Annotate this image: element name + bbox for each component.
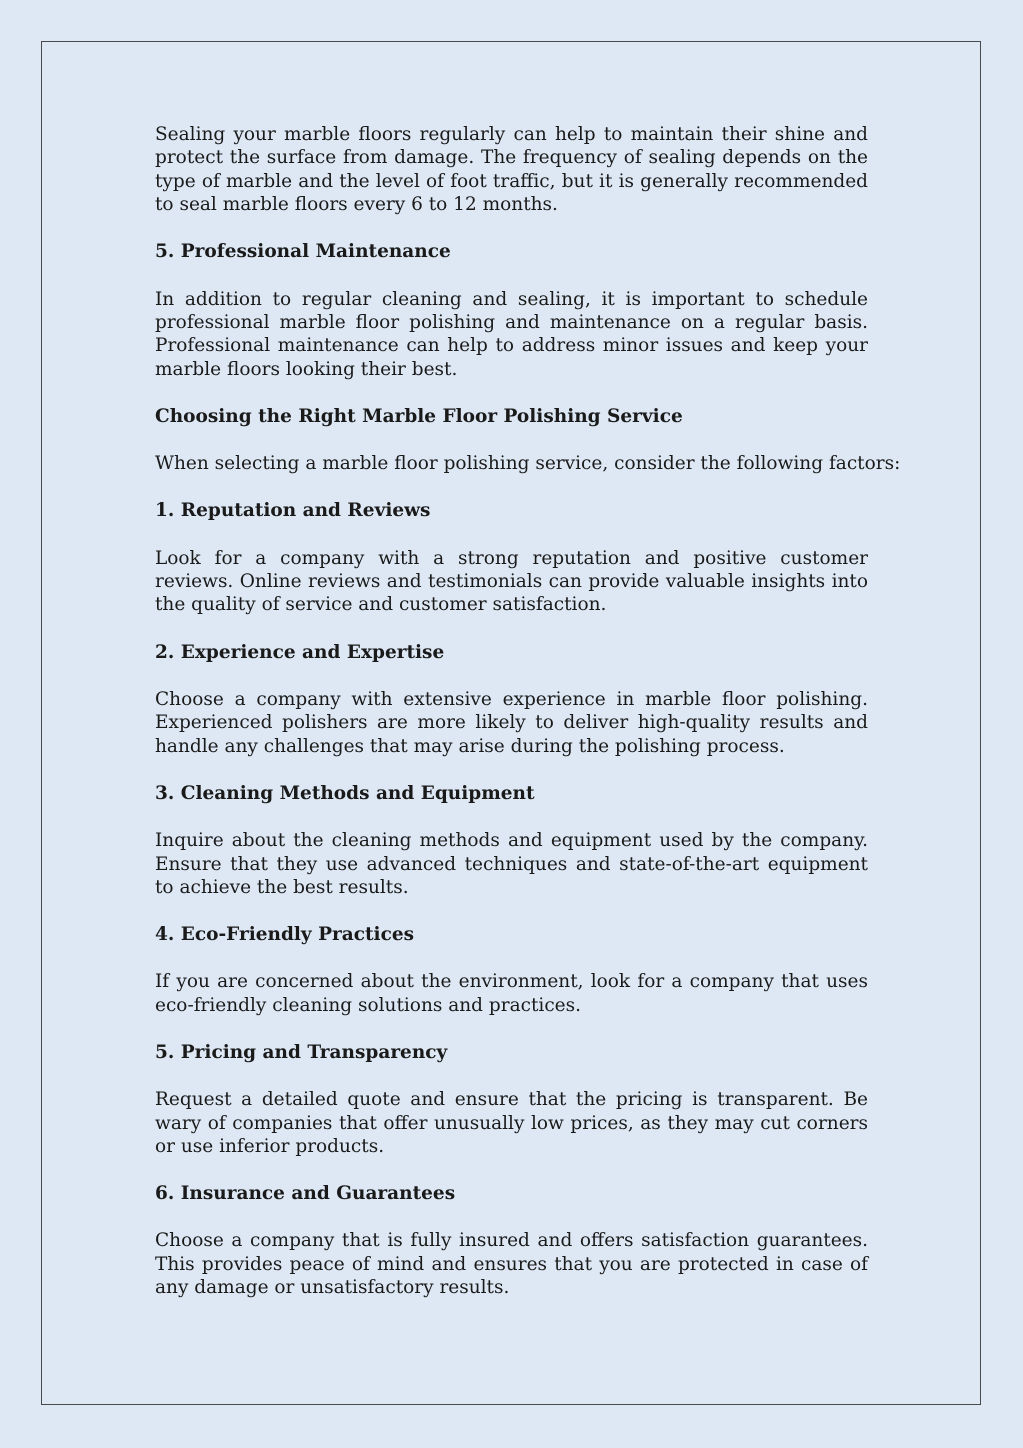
heading-professional-maintenance: 5. Professional Maintenance bbox=[155, 241, 451, 263]
heading-pricing-transparency: 5. Pricing and Transparency bbox=[155, 1041, 448, 1063]
paragraph-eco-friendly: If you are concerned about the environment, look for a company that uses eco-friendly cleaning solutions and practices. bbox=[155, 971, 868, 1016]
document-body bbox=[155, 123, 901, 1300]
heading-choosing-service: Choosing the Right Marble Floor Polishing Service bbox=[155, 406, 683, 428]
paragraph-professional-maintenance: In addition to regular cleaning and sealing, it is important to schedule professional marble floor polishing and maintenance on a regular basis. Professional maintenance can help to address minor issues and keep your marble floors looking their best. bbox=[155, 288, 868, 380]
paragraph-experience-expertise: Choose a company with extensive experience in marble floor polishing. Experienced polishers are more likely to deliver high-quality results and handle any challenges that may arise during the polishing process. bbox=[155, 688, 868, 757]
paragraph-reputation-reviews: Look for a company with a strong reputation and positive customer reviews. Online reviews and testimonials can provide valuable insights into the quality of service and customer satisfaction. bbox=[155, 547, 868, 616]
paragraph-sealing: Sealing your marble floors regularly can help to maintain their shine and protect the surface from damage. The frequency of sealing depends on the type of marble and the level of foot traffic, but it is generally recommended to seal marble floors every 6 to 12 months. bbox=[155, 124, 868, 216]
paragraph-cleaning-methods: Inquire about the cleaning methods and equipment used by the company. Ensure that they use advanced techniques and state-of-the-art equipment to achieve the best results. bbox=[155, 830, 868, 898]
paragraph-selecting-factors: When selecting a marble floor polishing service, consider the following factors: bbox=[155, 453, 901, 475]
paragraph-insurance-guarantees: Choose a company that is fully insured and offers satisfaction guarantees. This provides peace of mind and ensures that you are protected in case of any damage or unsatisfactory results. bbox=[155, 1230, 868, 1299]
heading-experience-expertise: 2. Experience and Expertise bbox=[155, 641, 445, 663]
heading-insurance-guarantees: 6. Insurance and Guarantees bbox=[155, 1183, 456, 1205]
paragraph-pricing-transparency: Request a detailed quote and ensure that the pricing is transparent. Be wary of companies that offer unusually low prices, as they may cut corners or use inferior products. bbox=[155, 1089, 868, 1157]
heading-eco-friendly: 4. Eco-Friendly Practices bbox=[155, 924, 415, 946]
heading-reputation-reviews: 1. Reputation and Reviews bbox=[155, 500, 431, 522]
heading-cleaning-methods: 3. Cleaning Methods and Equipment bbox=[155, 782, 535, 804]
